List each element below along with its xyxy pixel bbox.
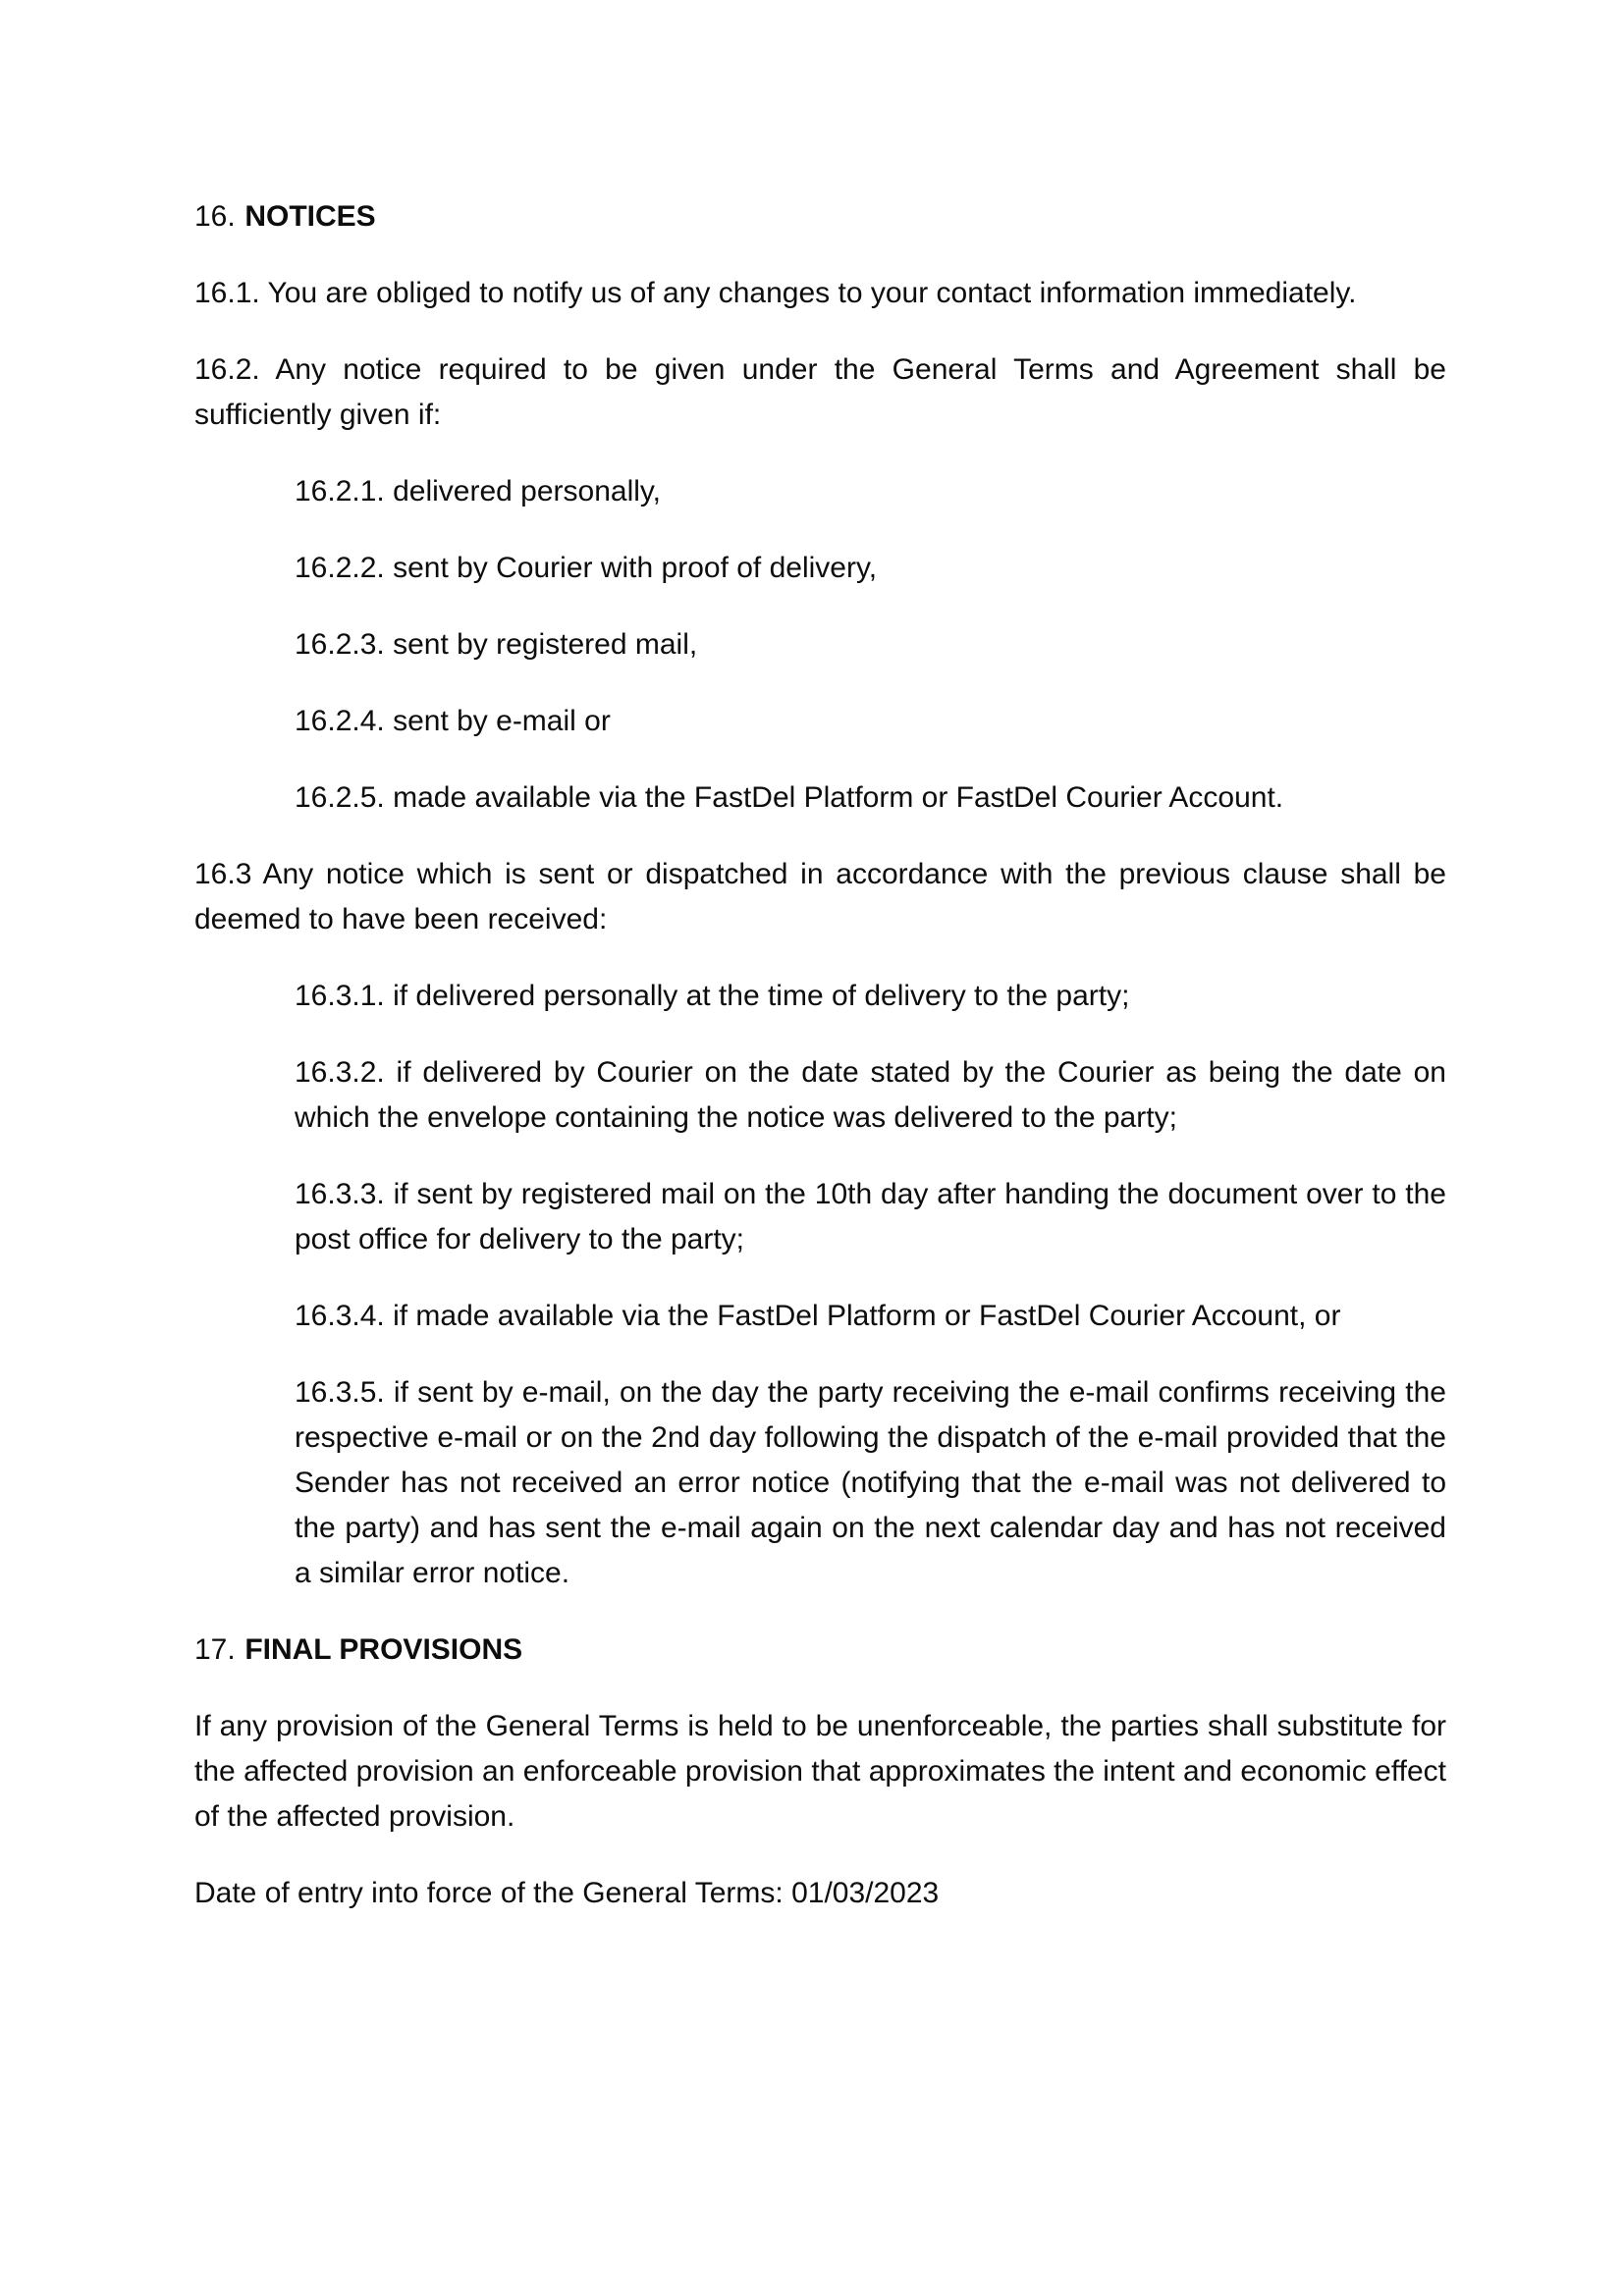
section-17-title: FINAL PROVISIONS <box>244 1633 523 1666</box>
clause-16-3-5: 16.3.5. if sent by e-mail, on the day the party receiving the e-mail confirms receiving the respective e-mail or on the 2nd day following the dispatch of the e-mail provided that the Sender has not received an error notice (notifying that the e-mail was not delivered to the party) and has sent the e-mail again on the next calendar day and has not received a similar error notice. <box>295 1376 1446 1589</box>
clause-16-1: 16.1. You are obliged to notify us of any changes to your contact information immediately. <box>194 277 1357 309</box>
clause-16-2-2: 16.2.2. sent by Courier with proof of delivery, <box>295 552 878 584</box>
clause-16-2: 16.2. Any notice required to be given under the General Terms and Agreement shall be sufficiently given if: <box>194 353 1446 431</box>
clause-16-2-3: 16.2.3. sent by registered mail, <box>295 628 698 661</box>
clause-16-2-1: 16.2.1. delivered personally, <box>295 475 662 507</box>
clause-16-3: 16.3 Any notice which is sent or dispatched in accordance with the previous clause shall be deemed to have been received: <box>194 858 1446 935</box>
section-16-title: NOTICES <box>244 200 376 233</box>
clause-16-3-1: 16.3.1. if delivered personally at the time of delivery to the party; <box>295 980 1130 1012</box>
clause-16-3-4: 16.3.4. if made available via the FastDel Platform or FastDel Courier Account, or <box>295 1300 1341 1332</box>
section-16-heading <box>194 194 1446 240</box>
clause-16-2-4: 16.2.4. sent by e-mail or <box>295 705 611 737</box>
clause-17-body: If any provision of the General Terms is held to be unenforceable, the parties shall substitute for the affected provision an enforceable provision that approximates the intent and economic effect of the affected provision. <box>194 1710 1446 1833</box>
section-notices <box>194 194 1446 1596</box>
section-17-heading <box>194 1628 1446 1673</box>
clause-16-3-2: 16.3.2. if delivered by Courier on the date stated by the Courier as being the date on which the envelope containing the notice was delivered to the party; <box>295 1056 1446 1134</box>
section-final-provisions <box>194 1628 1446 1916</box>
section-17-number: 17. <box>194 1633 236 1666</box>
section-16-number: 16. <box>194 200 236 233</box>
date-of-entry-line: Date of entry into force of the General Terms: 01/03/2023 <box>194 1877 940 1909</box>
clause-16-2-5: 16.2.5. made available via the FastDel Platform or FastDel Courier Account. <box>295 781 1284 814</box>
clause-16-3-3: 16.3.3. if sent by registered mail on the 10th day after handing the document over to the post office for delivery to the party; <box>295 1178 1446 1255</box>
